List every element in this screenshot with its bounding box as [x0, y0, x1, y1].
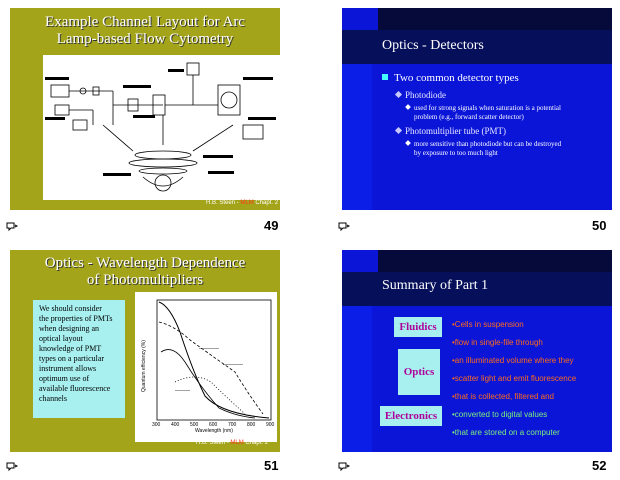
- slide-number: 49: [264, 218, 279, 233]
- x-tick-label: 300: [152, 422, 161, 428]
- note-line: knowledge of PMT: [39, 344, 102, 353]
- diagram-drawing: [43, 55, 280, 200]
- slide-notes-icon[interactable]: [6, 461, 18, 471]
- note-line: We should consider: [39, 304, 102, 313]
- note-line: channels: [39, 394, 67, 403]
- curve-label: ———: [175, 388, 190, 394]
- note-line: the properties of PMTs: [39, 314, 113, 323]
- top-dark-block: [378, 250, 612, 272]
- sub-bullet-pmt: [396, 126, 506, 136]
- pmt-chart: [135, 292, 277, 442]
- slide-thumbnail-51[interactable]: [10, 250, 280, 452]
- pmt-chart-svg: [135, 292, 277, 442]
- slide-cell-51[interactable]: [0, 240, 310, 480]
- title-line-2: of Photomultipliers: [86, 272, 204, 288]
- footer-mlm: MLM: [230, 440, 244, 446]
- x-tick-label: 700: [228, 422, 237, 428]
- slide-cell-49[interactable]: [0, 0, 310, 240]
- detail-pmt: [406, 140, 561, 158]
- x-tick-label: 400: [171, 422, 180, 428]
- x-tick-label: 600: [209, 422, 218, 428]
- slide-thumbnail-50[interactable]: [342, 8, 612, 210]
- detail-line: more sensitive than photodiode but can be destroyed: [414, 140, 562, 148]
- note-line: types on a particular: [39, 354, 105, 363]
- summary-line: •that are stored on a computer: [452, 428, 560, 437]
- small-diamond-icon: [405, 104, 411, 110]
- sub-bullet-photodiode: [396, 90, 446, 100]
- label-optics: Optics: [398, 349, 440, 395]
- slide-number: 51: [264, 458, 279, 473]
- detail-photodiode: [406, 104, 561, 122]
- summary-line: •scatter light and emit fluorescence: [452, 374, 577, 383]
- label-electronics: Electronics: [380, 406, 442, 426]
- diamond-bullet-icon: [395, 127, 402, 134]
- slide-title: Optics - Detectors: [382, 38, 484, 53]
- summary-line: •an illuminated volume where they: [452, 356, 574, 365]
- footer-author: H.B. Steen -: [196, 440, 231, 446]
- slide-title: [10, 14, 280, 48]
- detail-line: by exposure to too much light: [414, 149, 498, 157]
- curve-label: ————: [223, 362, 243, 368]
- summary-line: •that is collected, filtered and: [452, 392, 554, 401]
- footer-author: H.B. Steen -: [206, 200, 241, 206]
- summary-line: •Cells in suspension: [452, 320, 524, 329]
- x-tick-label: 500: [190, 422, 199, 428]
- footer-chapter: Chapt. 2: [253, 200, 279, 206]
- side-stripe: [342, 64, 372, 210]
- pmt-note-box: [33, 300, 125, 418]
- x-tick-label: 800: [247, 422, 256, 428]
- slide-cell-52[interactable]: [310, 240, 620, 480]
- summary-line: •flow in single-file through: [452, 338, 543, 347]
- title-line-1: Optics - Wavelength Dependence: [44, 255, 246, 271]
- slide-number: 52: [592, 458, 607, 473]
- slide-footer: [206, 200, 278, 206]
- title-line-2: Lamp-based Flow Cytometry: [56, 31, 234, 47]
- channel-layout-diagram: [43, 55, 280, 200]
- note-line: available fluorescence: [39, 384, 111, 393]
- slide-notes-icon[interactable]: [6, 221, 18, 231]
- curve-label: ————: [199, 346, 219, 352]
- top-dark-block: [378, 8, 612, 30]
- slide-thumbnail-49[interactable]: [10, 8, 280, 210]
- footer-chapter: Chapt. 2: [243, 440, 269, 446]
- note-line: when designing an: [39, 324, 99, 333]
- title-line-1: Example Channel Layout for Arc: [45, 14, 245, 30]
- x-tick-label: 900: [266, 422, 275, 428]
- slide-title: Summary of Part 1: [382, 278, 489, 293]
- slide-number: 50: [592, 218, 607, 233]
- slide-footer: [196, 440, 268, 446]
- sub-bullet-text: Photomultiplier tube (PMT): [405, 126, 506, 136]
- detail-line: problem (e.g., forward scatter detector): [414, 113, 524, 121]
- summary-line: •converted to digital values: [452, 410, 548, 419]
- label-fluidics: Fluidics: [394, 317, 442, 337]
- small-diamond-icon: [405, 140, 411, 146]
- diamond-bullet-icon: [395, 91, 402, 98]
- slide-notes-icon[interactable]: [338, 221, 350, 231]
- square-bullet-icon: [382, 74, 388, 80]
- bullet-main: [382, 72, 519, 84]
- slide-notes-icon[interactable]: [338, 461, 350, 471]
- note-line: optimum use of: [39, 374, 90, 383]
- note-line: optical layout: [39, 334, 83, 343]
- side-stripe: [342, 306, 372, 452]
- slide-title: [10, 255, 280, 289]
- slide-cell-50[interactable]: [310, 0, 620, 240]
- footer-mlm: MLM: [240, 200, 254, 206]
- note-line: instrument allows: [39, 364, 97, 373]
- detail-line: used for strong signals when saturation is a potential: [414, 104, 561, 112]
- chart-xlabel: Wavelength (nm): [195, 428, 233, 434]
- sub-bullet-text: Photodiode: [405, 90, 447, 100]
- bullet-text: Two common detector types: [394, 72, 519, 84]
- x-axis-ticks: [152, 422, 275, 428]
- chart-ylabel: Quantum efficiency (%): [141, 340, 147, 392]
- note-text: [39, 304, 125, 404]
- slide-thumbnail-52[interactable]: [342, 250, 612, 452]
